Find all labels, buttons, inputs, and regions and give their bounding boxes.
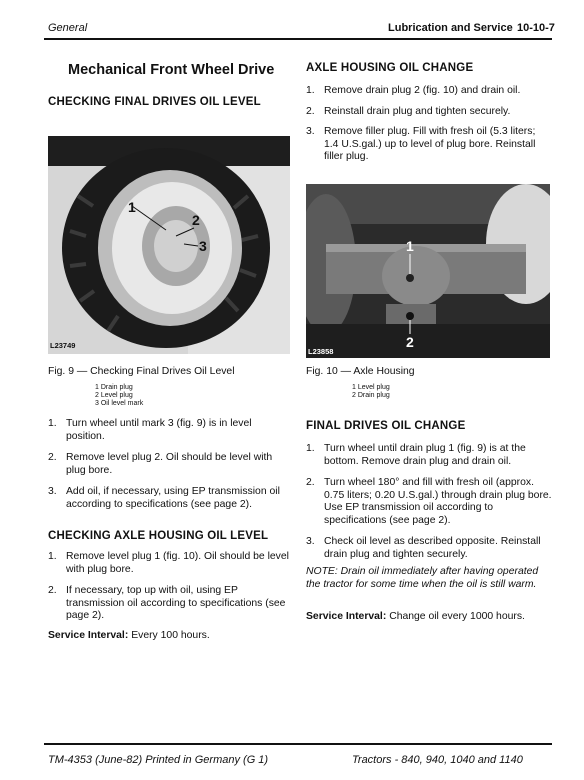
list-item: 2. If necessary, top up with oil, using EP transmission oil according to specifications (see page 2). bbox=[48, 585, 286, 621]
fig9-callout-1: 1 bbox=[128, 199, 136, 215]
fig9-callout-3: 3 bbox=[199, 238, 207, 254]
list-item: 3. Add oil, if necessary, using EP transmission oil according to specifications (see page 2). bbox=[48, 486, 280, 510]
list-item: 1. Turn wheel until mark 3 (fig. 9) is in level position. bbox=[48, 418, 252, 442]
axle-housing-check-steps bbox=[48, 551, 292, 623]
fig9-legend-item: 2 Level plug bbox=[95, 392, 133, 399]
list-item: 3. Check oil level as described opposite. Reinstall drain plug and tighten securely. bbox=[306, 536, 541, 560]
fig9-caption: Fig. 9 — Checking Final Drives Oil Level bbox=[48, 366, 235, 377]
footer-models: Tractors - 840, 940, 1040 and 1140 bbox=[352, 754, 523, 766]
fig10-photo bbox=[306, 184, 550, 358]
fig10-legend-item: 2 Drain plug bbox=[352, 392, 390, 399]
axle-oil-change-steps bbox=[306, 85, 552, 164]
fig9-photo bbox=[48, 136, 290, 354]
heading-final-drives-oil-change: FINAL DRIVES OIL CHANGE bbox=[306, 420, 466, 432]
list-item: 2. Remove level plug 2. Oil should be level with plug bore. bbox=[48, 452, 273, 476]
header-title: Lubrication and Service bbox=[388, 22, 513, 34]
list-item: 1. Remove level plug 1 (fig. 10). Oil should be level with plug bore. bbox=[48, 551, 289, 575]
list-item: 1. Turn wheel until drain plug 1 (fig. 9) is at the bottom. Remove drain plug and drain oil. bbox=[306, 443, 526, 467]
axle-illustration bbox=[306, 184, 550, 358]
footer-publication: TM-4353 (June-82) Printed in Germany (G 1) bbox=[48, 754, 269, 766]
wheel-illustration bbox=[48, 136, 290, 354]
header-section: General bbox=[48, 22, 88, 34]
fig10-callout-1: 1 bbox=[406, 238, 414, 254]
fig9-legend-item: 1 Drain plug bbox=[95, 384, 133, 391]
fig9-legend-item: 3 Oil level mark bbox=[95, 400, 144, 407]
list-item: 2. Reinstall drain plug and tighten securely. bbox=[306, 105, 511, 117]
heading-axle-oil-change: AXLE HOUSING OIL CHANGE bbox=[306, 62, 474, 74]
fig10-callout-2: 2 bbox=[406, 334, 414, 350]
final-drives-check-steps bbox=[48, 418, 292, 511]
service-interval-right: Service Interval: Change oil every 1000 hours. bbox=[306, 611, 525, 622]
fig9-callout-2: 2 bbox=[192, 212, 200, 228]
fig10-caption: Fig. 10 — Axle Housing bbox=[306, 366, 415, 377]
fig9-legend bbox=[95, 384, 143, 408]
heading-checking-axle-housing: CHECKING AXLE HOUSING OIL LEVEL bbox=[48, 530, 269, 542]
list-item: 1. Remove drain plug 2 (fig. 10) and drain oil. bbox=[306, 85, 521, 96]
service-interval-left: Service Interval: Every 100 hours. bbox=[48, 630, 210, 641]
footer-rule bbox=[44, 743, 552, 745]
fig10-code: L23858 bbox=[308, 347, 334, 356]
header-rule bbox=[44, 38, 552, 40]
page-number: 10-10-7 bbox=[517, 22, 555, 34]
fig9-code: L23749 bbox=[50, 341, 76, 350]
fig10-legend bbox=[352, 384, 390, 400]
final-drives-oil-change-steps bbox=[306, 443, 552, 561]
list-item: 3. Remove filler plug. Fill with fresh oil (5.3 liters; 1.4 U.S.gal.) up to level of plug bore. Reinstall filler plug. bbox=[306, 126, 536, 162]
heading-checking-final-drives: CHECKING FINAL DRIVES OIL LEVEL bbox=[48, 96, 261, 108]
note-text: NOTE: Drain oil immediately after having operated the tractor for some time when the oil is still warm. bbox=[306, 566, 539, 590]
page-title: Mechanical Front Wheel Drive bbox=[68, 62, 275, 78]
list-item: 2. Turn wheel 180° and fill with fresh oil (approx. 0.75 liters; 0.20 U.S.gal.) through drain plug bore. Use EP transmission oil according to specifications (see page 2). bbox=[306, 477, 552, 526]
fig10-legend-item: 1 Level plug bbox=[352, 384, 390, 391]
